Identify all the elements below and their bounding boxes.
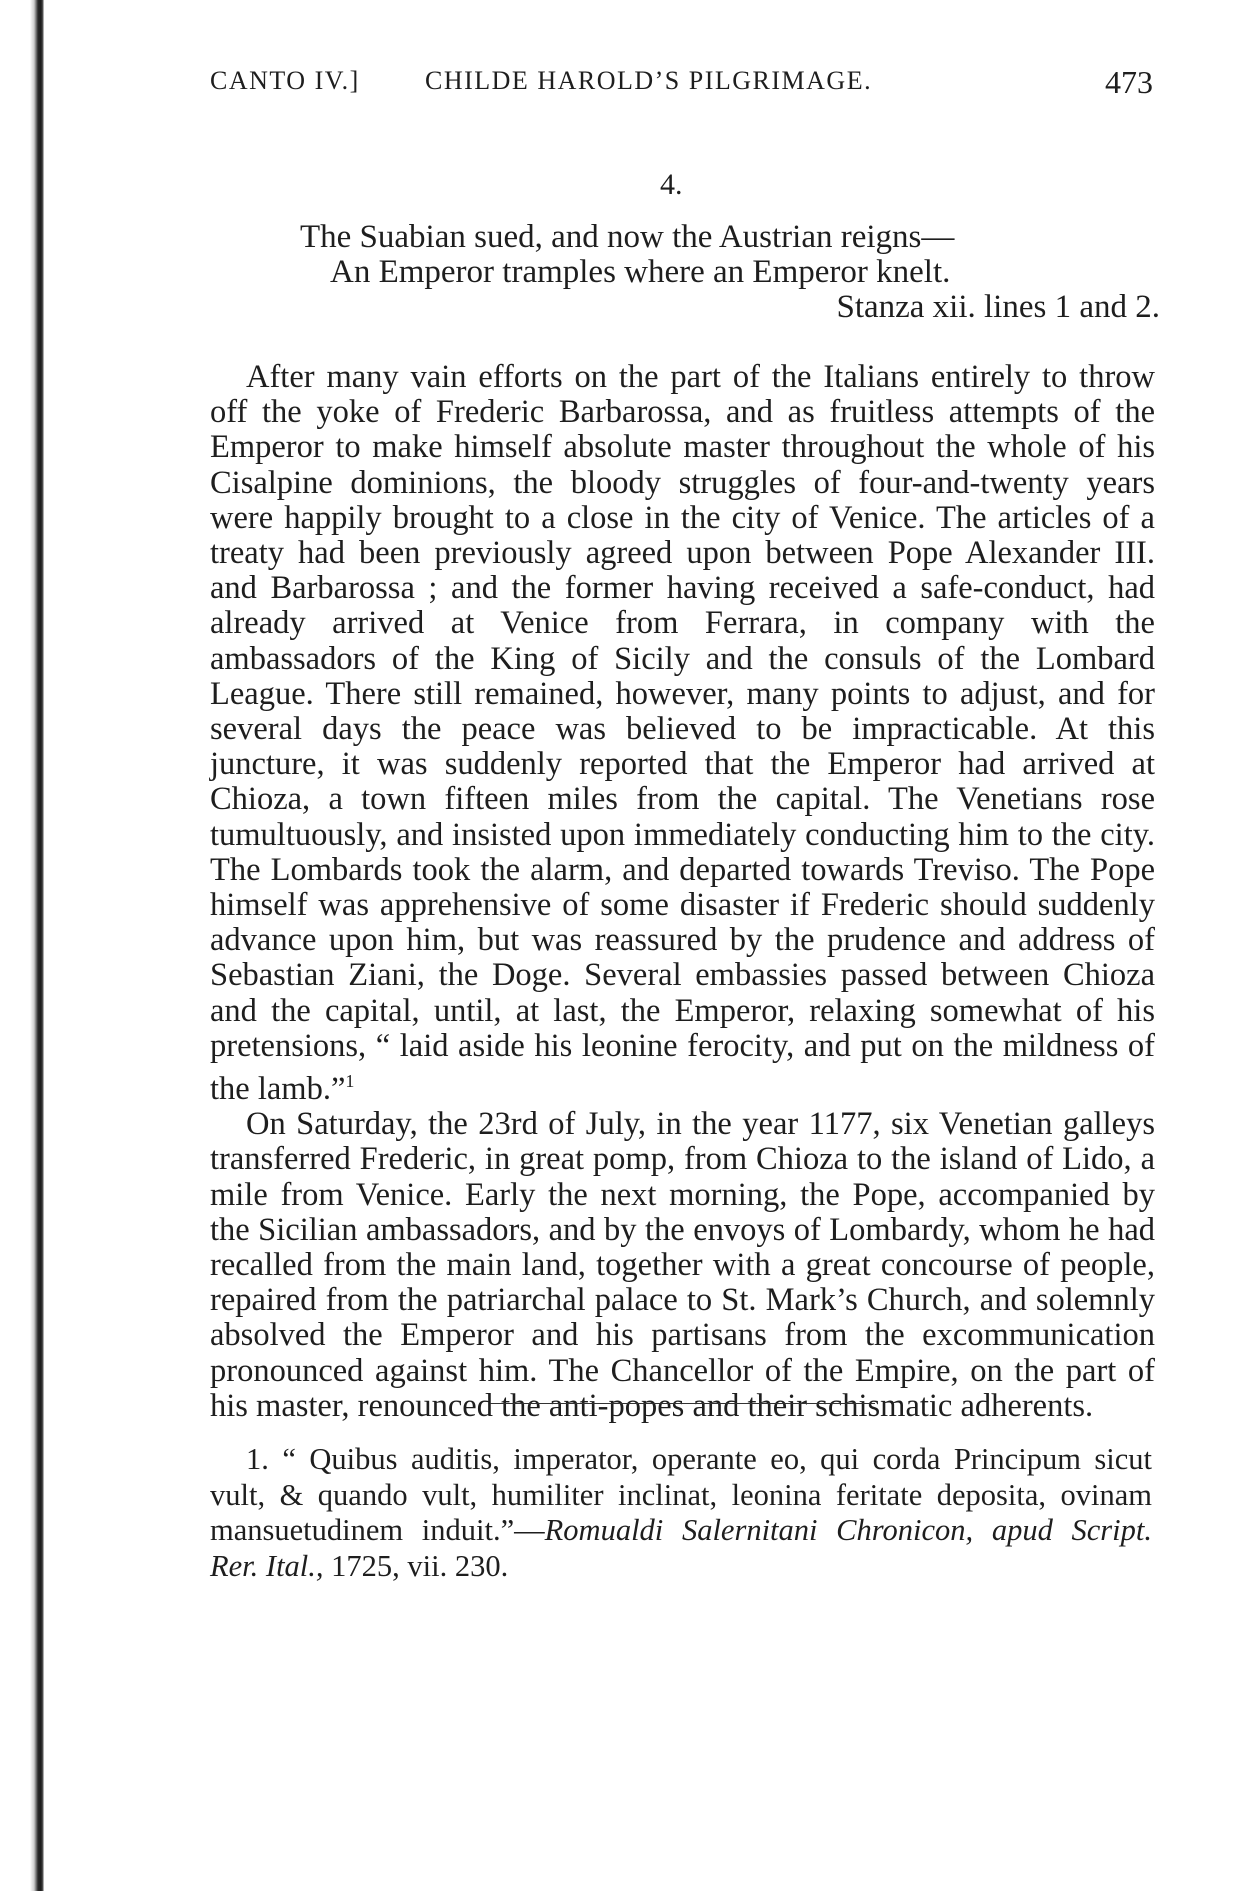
quote-line-2: An Emperor tramples where an Emperor knelt.: [330, 254, 951, 290]
footnote-text: 1. “ Quibus auditis, imperator, operante eo, qui corda Principum sicut vult, & quando vult, humiliter inclinat, leonina feritate deposita, ovinam mansuetudinem induit.”—: [210, 1442, 1152, 1547]
footnote-source: Romualdi Salernitani Chronicon, apud Script. Rer. Ital.,: [210, 1513, 1152, 1583]
paragraph-2: On Saturday, the 23rd of July, in the year 1177, six Venetian galleys transferred Frederic, in great pomp, from Chioza to the island of Lido, a mile from Venice. Early the next morning, the Pope, accompanied by the Sicilian ambassadors, and by the envoys of Lombardy, whom he had recalled from the main land, together with a great concourse of people, repaired from the patriarchal palace to St. Mark’s Church, and solemnly absolved the Emperor and his partisans from the excommunication pronounced against him. The Chancellor of the Empire, on the part of his master, renounced the anti-popes and their schismatic adherents.: [210, 1106, 1155, 1424]
quote-line-1: The Suabian sued, and now the Austrian reigns—: [300, 219, 955, 255]
running-header: [210, 66, 1153, 106]
body-text: [210, 360, 1155, 1424]
footnote-source-tail: 1725, vii. 230.: [323, 1548, 509, 1583]
header-title: CHILDE HAROLD’S PILGRIMAGE.: [425, 66, 873, 95]
page-number: 473: [1105, 64, 1153, 100]
quote-reference: Stanza xii. lines 1 and 2.: [836, 289, 1160, 325]
paragraph-1: [210, 360, 1155, 1107]
footnote-divider: [490, 1403, 875, 1404]
note-number: 4.: [660, 168, 683, 201]
page-binding-edge: [0, 0, 44, 1891]
footnote-ref-marker: 1: [345, 1071, 355, 1092]
footnote: [210, 1442, 1152, 1584]
header-canto: CANTO IV.]: [210, 66, 360, 95]
paragraph-1-text: After many vain efforts on the part of the Italians entirely to throw off the yoke of Frederic Barbarossa, and as fruitless attempts of the Emperor to make himself absolute master throughout the whole of his Cisalpine dominions, the bloody struggles of four-and-twenty years were happily brought to a close in the city of Venice. The articles of a treaty had been previously agreed upon between Pope Alexander III. and Barbarossa ; and the former having received a safe-conduct, had already arrived at Venice from Ferrara, in company with the ambassadors of the King of Sicily and the consuls of the Lombard League. There still remained, however, many points to adjust, and for several days the peace was believed to be impracticable. At this juncture, it was suddenly reported that the Emperor had arrived at Chioza, a town fifteen miles from the capital. The Venetians rose tumultuously, and insisted upon immediately conducting him to the city. The Lombards took the alarm, and departed towards Treviso. The Pope himself was apprehensive of some disaster if Frederic should suddenly advance upon him, but was reassured by the prudence and address of Sebastian Ziani, the Doge. Several embassies passed between Chioza and the capital, until, at last, the Emperor, relaxing somewhat of his pretensions, “ laid aside his leonine ferocity, and put on the mildness of the lamb.”: [210, 359, 1155, 1107]
